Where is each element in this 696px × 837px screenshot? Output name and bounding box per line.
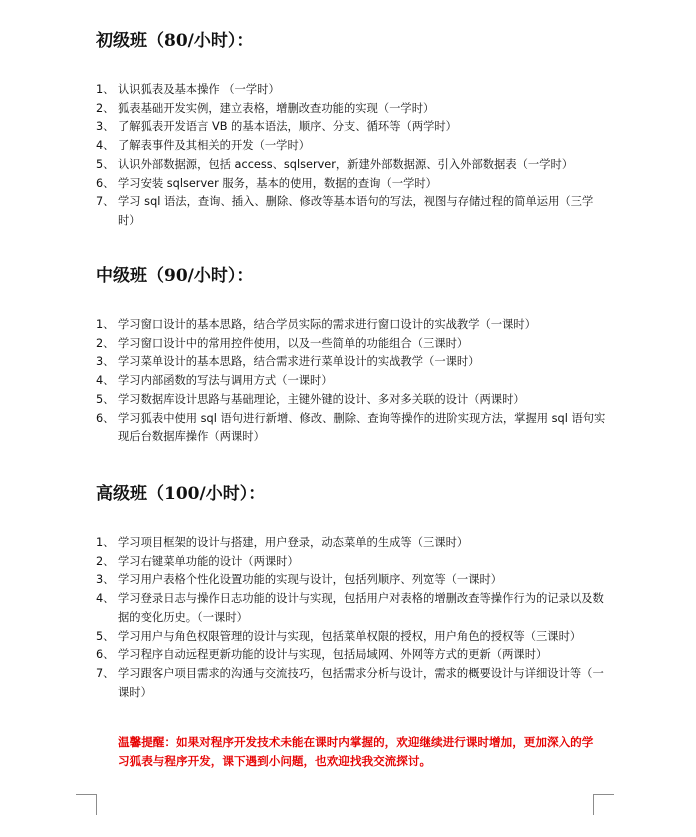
course-list-intermediate [96, 316, 606, 447]
course-list-beginner [96, 81, 606, 231]
page-corner-mark-right [593, 794, 614, 815]
list-item [96, 571, 606, 590]
list-item-number: 2、 [96, 336, 115, 350]
list-item [96, 665, 606, 702]
list-item-text: 学习程序自动远程更新功能的设计与实现，包括局域网、外网等方式的更新（两课时） [118, 648, 548, 662]
section-title-beginner: 初级班（80/小时）： [96, 31, 254, 51]
list-item-number: 4、 [96, 374, 115, 388]
list-item-number: 3、 [96, 120, 115, 134]
list-item-text: 狐表基础开发实例，建立表格，增删改查功能的实现（一学时） [118, 101, 435, 115]
list-item-number: 2、 [96, 554, 115, 568]
list-item [96, 553, 606, 572]
list-item-number: 3、 [96, 573, 115, 587]
list-item-text: 学习窗口设计的基本思路，结合学员实际的需求进行窗口设计的实战教学（一课时） [118, 318, 536, 331]
list-item-number: 1、 [96, 318, 115, 331]
list-item [96, 193, 606, 230]
list-item [96, 590, 606, 627]
list-item [96, 628, 606, 647]
list-item-number: 1、 [96, 83, 115, 96]
list-item-text: 学习狐表中使用 sql 语句进行新增、修改、删除、查询等操作的进阶实现方法，掌握用 sql 语句实现后台数据库操作（两课时） [118, 411, 606, 444]
list-item-text: 学习数据库设计思路与基础理论，主键外键的设计、多对多关联的设计（两课时） [118, 392, 525, 406]
list-item-number: 5、 [96, 392, 115, 406]
list-item-text: 学习窗口设计中的常用控件使用，以及一些简单的功能组合（三课时） [118, 336, 469, 350]
section-title-intermediate: 中级班（90/小时）： [96, 266, 254, 286]
section-beginner [96, 30, 606, 231]
list-item [96, 353, 606, 372]
list-item-number: 5、 [96, 157, 115, 171]
section-title-advanced: 高级班（100/小时）： [96, 484, 266, 504]
list-item-text: 学习安装 sqlserver 服务，基本的使用，数据的查询（一学时） [118, 176, 437, 190]
list-item-number: 3、 [96, 355, 115, 369]
section-intermediate [96, 265, 606, 447]
list-item [96, 118, 606, 137]
list-item-number: 6、 [96, 176, 115, 190]
list-item-number: 1、 [96, 536, 115, 549]
list-item-text: 学习用户表格个性化设置功能的实现与设计，包括列顺序、列宽等（一课时） [118, 573, 503, 587]
list-item-text: 学习项目框架的设计与搭建，用户登录，动态菜单的生成等（三课时） [118, 536, 469, 549]
list-item-text: 学习右键菜单功能的设计（两课时） [118, 554, 299, 568]
list-item-text: 学习内部函数的写法与调用方式（一课时） [118, 374, 333, 388]
list-item [96, 410, 606, 447]
list-item-number: 7、 [96, 195, 115, 209]
list-item [96, 391, 606, 410]
course-list-advanced [96, 534, 606, 702]
list-item-number: 7、 [96, 666, 115, 680]
list-item-number: 6、 [96, 411, 115, 425]
list-item-text: 了解狐表开发语言 VB 的基本语法，顺序、分支、循环等（两学时） [118, 120, 457, 134]
list-item [96, 534, 606, 553]
list-item-text: 学习用户与角色权限管理的设计与实现，包括菜单权限的授权，用户角色的授权等（三课时） [118, 629, 582, 643]
section-advanced [96, 483, 606, 702]
list-item [96, 335, 606, 354]
list-item [96, 646, 606, 665]
list-item-number: 4、 [96, 139, 115, 153]
list-item-number: 6、 [96, 648, 115, 662]
list-item-text: 认识外部数据源，包括 access、sqlserver，新建外部数据源、引入外部数据表（一学时） [118, 157, 574, 171]
list-item-text: 认识狐表及基本操作 （一学时） [118, 83, 280, 96]
reminder-note: 温馨提醒：如果对程序开发技术未能在课时内掌握的，欢迎继续进行课时增加，更加深入的学习狐表与程序开发，课下遇到小问题，也欢迎找我交流探讨。 [118, 735, 594, 768]
list-item-number: 5、 [96, 629, 115, 643]
list-item [96, 100, 606, 119]
list-item-number: 2、 [96, 101, 115, 115]
list-item-text: 学习登录日志与操作日志功能的设计与实现，包括用户对表格的增删改查等操作行为的记录以及数据的变化历史。（一课时） [118, 592, 604, 624]
list-item-text: 学习 sql 语法，查询、插入、删除、修改等基本语句的写法，视图与存储过程的简单运用（三学时） [118, 195, 594, 227]
page-corner-mark-left [76, 794, 97, 815]
list-item [96, 175, 606, 194]
list-item [96, 81, 606, 100]
list-item [96, 316, 606, 335]
list-item [96, 156, 606, 175]
list-item-text: 学习菜单设计的基本思路，结合需求进行菜单设计的实战教学（一课时） [118, 355, 480, 369]
list-item-number: 4、 [96, 592, 115, 606]
list-item [96, 372, 606, 391]
list-item [96, 137, 606, 156]
list-item-text: 学习跟客户项目需求的沟通与交流技巧，包括需求分析与设计，需求的概要设计与详细设计等（一课时） [118, 666, 604, 699]
list-item-text: 了解表事件及其相关的开发（一学时） [118, 139, 311, 153]
